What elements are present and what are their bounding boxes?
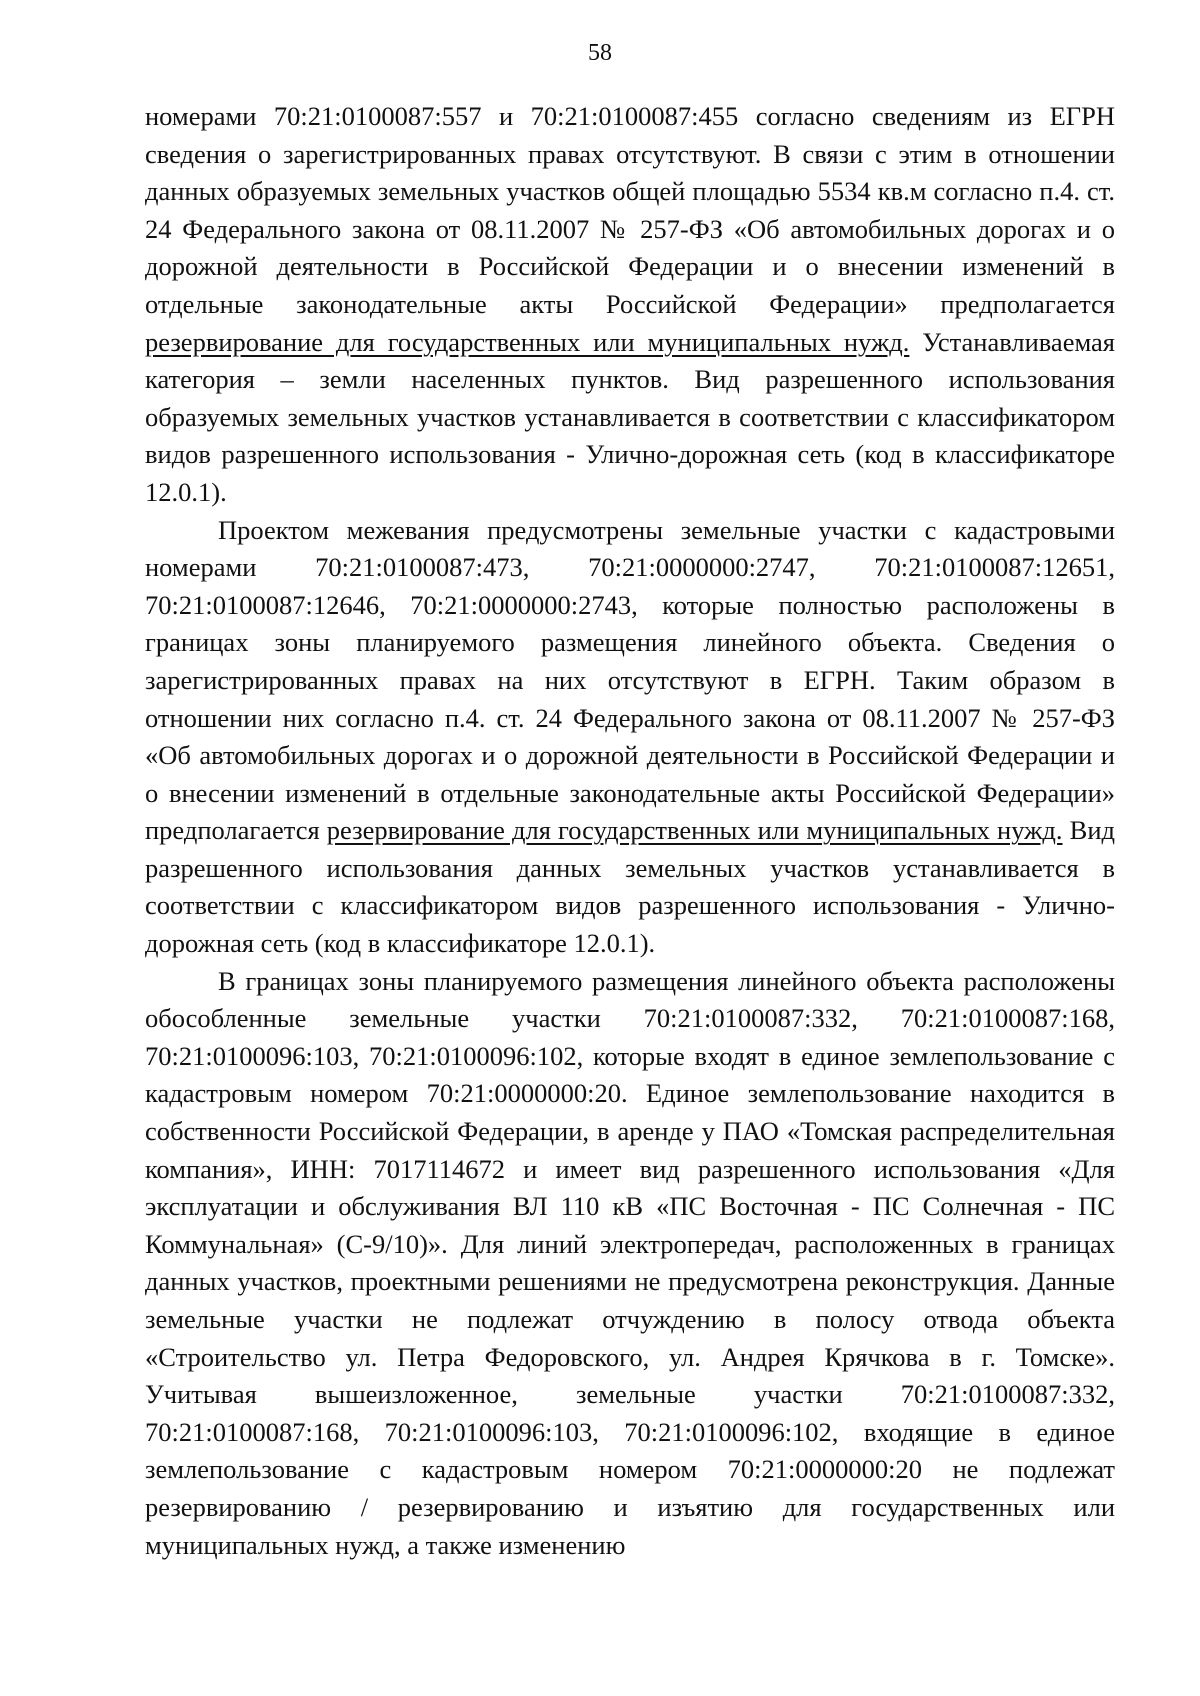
page-number: 58: [588, 40, 612, 66]
paragraph-1-text-a: номерами 70:21:0100087:557 и 70:21:0100087:455 согласно сведениям из ЕГРН сведения о зарегистрированных правах отсутствуют. В связи с этим в отношении данных образуемых земельных участков общей площадью 5534 кв.м согласно п.4. ст. 24 Федерального закона от 08.11.2007 № 257-ФЗ «Об автомобильных дорогах и о дорожной деятельности в Российской Федерации и о внесении изменений в отдельные законодательные акты Российской Федерации» предполагается: [145, 101, 1115, 319]
paragraph-1-underlined-text: резервирование для государственных или муниципальных нужд.: [145, 326, 910, 357]
paragraph-2-text-b: Вид разрешенного использования данных земельных участков устанавливается в соответствии с классификатором видов разрешенного использования - Улично-дорожная сеть (код в классификаторе 12.0.1).: [145, 815, 1115, 959]
paragraph-2-underlined-text: резервирование для государственных или муниципальных нужд.: [326, 815, 1063, 846]
document-body: [145, 98, 1115, 1564]
paragraph-3-text: В границах зоны планируемого размещения линейного объекта расположены обособленные земельные участки 70:21:0100087:332, 70:21:0100087:168, 70:21:0100096:103, 70:21:0100096:102, которые входят в единое землепользование с кадастровым номером 70:21:0000000:20. Единое землепользование находится в собственности Российской Федерации, в аренде у ПАО «Томская распределительная компания», ИНН: 7017114672 и имеет вид разрешенного использования «Для эксплуатации и обслуживания ВЛ 110 кВ «ПС Восточная - ПС Солнечная - ПС Коммунальная» (С-9/10)». Для линий электропередач, расположенных в границах данных участков, проектными решениями не предусмотрена реконструкция. Данные земельные участки не подлежат отчуждению в полосу отвода объекта «Строительство ул. Петра Федоровского, ул. Андрея Крячкова в г. Томске». Учитывая вышеизложенное, земельные участки 70:21:0100087:332, 70:21:0100087:168, 70:21:0100096:103, 70:21:0100096:102, входящие в единое землепользование с кадастровым номером 70:21:0000000:20 не подлежат резервированию / резервированию и изъятию для государственных или муниципальных нужд, а также изменению: [145, 965, 1115, 1560]
paragraph-2: [145, 512, 1115, 963]
paragraph-3: [145, 963, 1115, 1565]
paragraph-2-text-a: Проектом межевания предусмотрены земельные участки с кадастровыми номерами 70:21:0100087:473, 70:21:0000000:2747, 70:21:0100087:12651, 70:21:0100087:12646, 70:21:0000000:2743, которые полностью расположены в границах зоны планируемого размещения линейного объекта. Сведения о зарегистрированных правах на них отсутствуют в ЕГРН. Таким образом в отношении них согласно п.4. ст. 24 Федерального закона от 08.11.2007 № 257-ФЗ «Об автомобильных дорогах и о дорожной деятельности в Российской Федерации и о внесении изменений в отдельные законодательные акты Российской Федерации» предполагается: [145, 514, 1115, 846]
paragraph-1: [145, 98, 1115, 512]
paragraph-1-text-b: Устанавливаемая категория – земли населенных пунктов. Вид разрешенного использования образуемых земельных участков устанавливается в соответствии с классификатором видов разрешенного использования - Улично-дорожная сеть (код в классификаторе 12.0.1).: [145, 326, 1115, 507]
